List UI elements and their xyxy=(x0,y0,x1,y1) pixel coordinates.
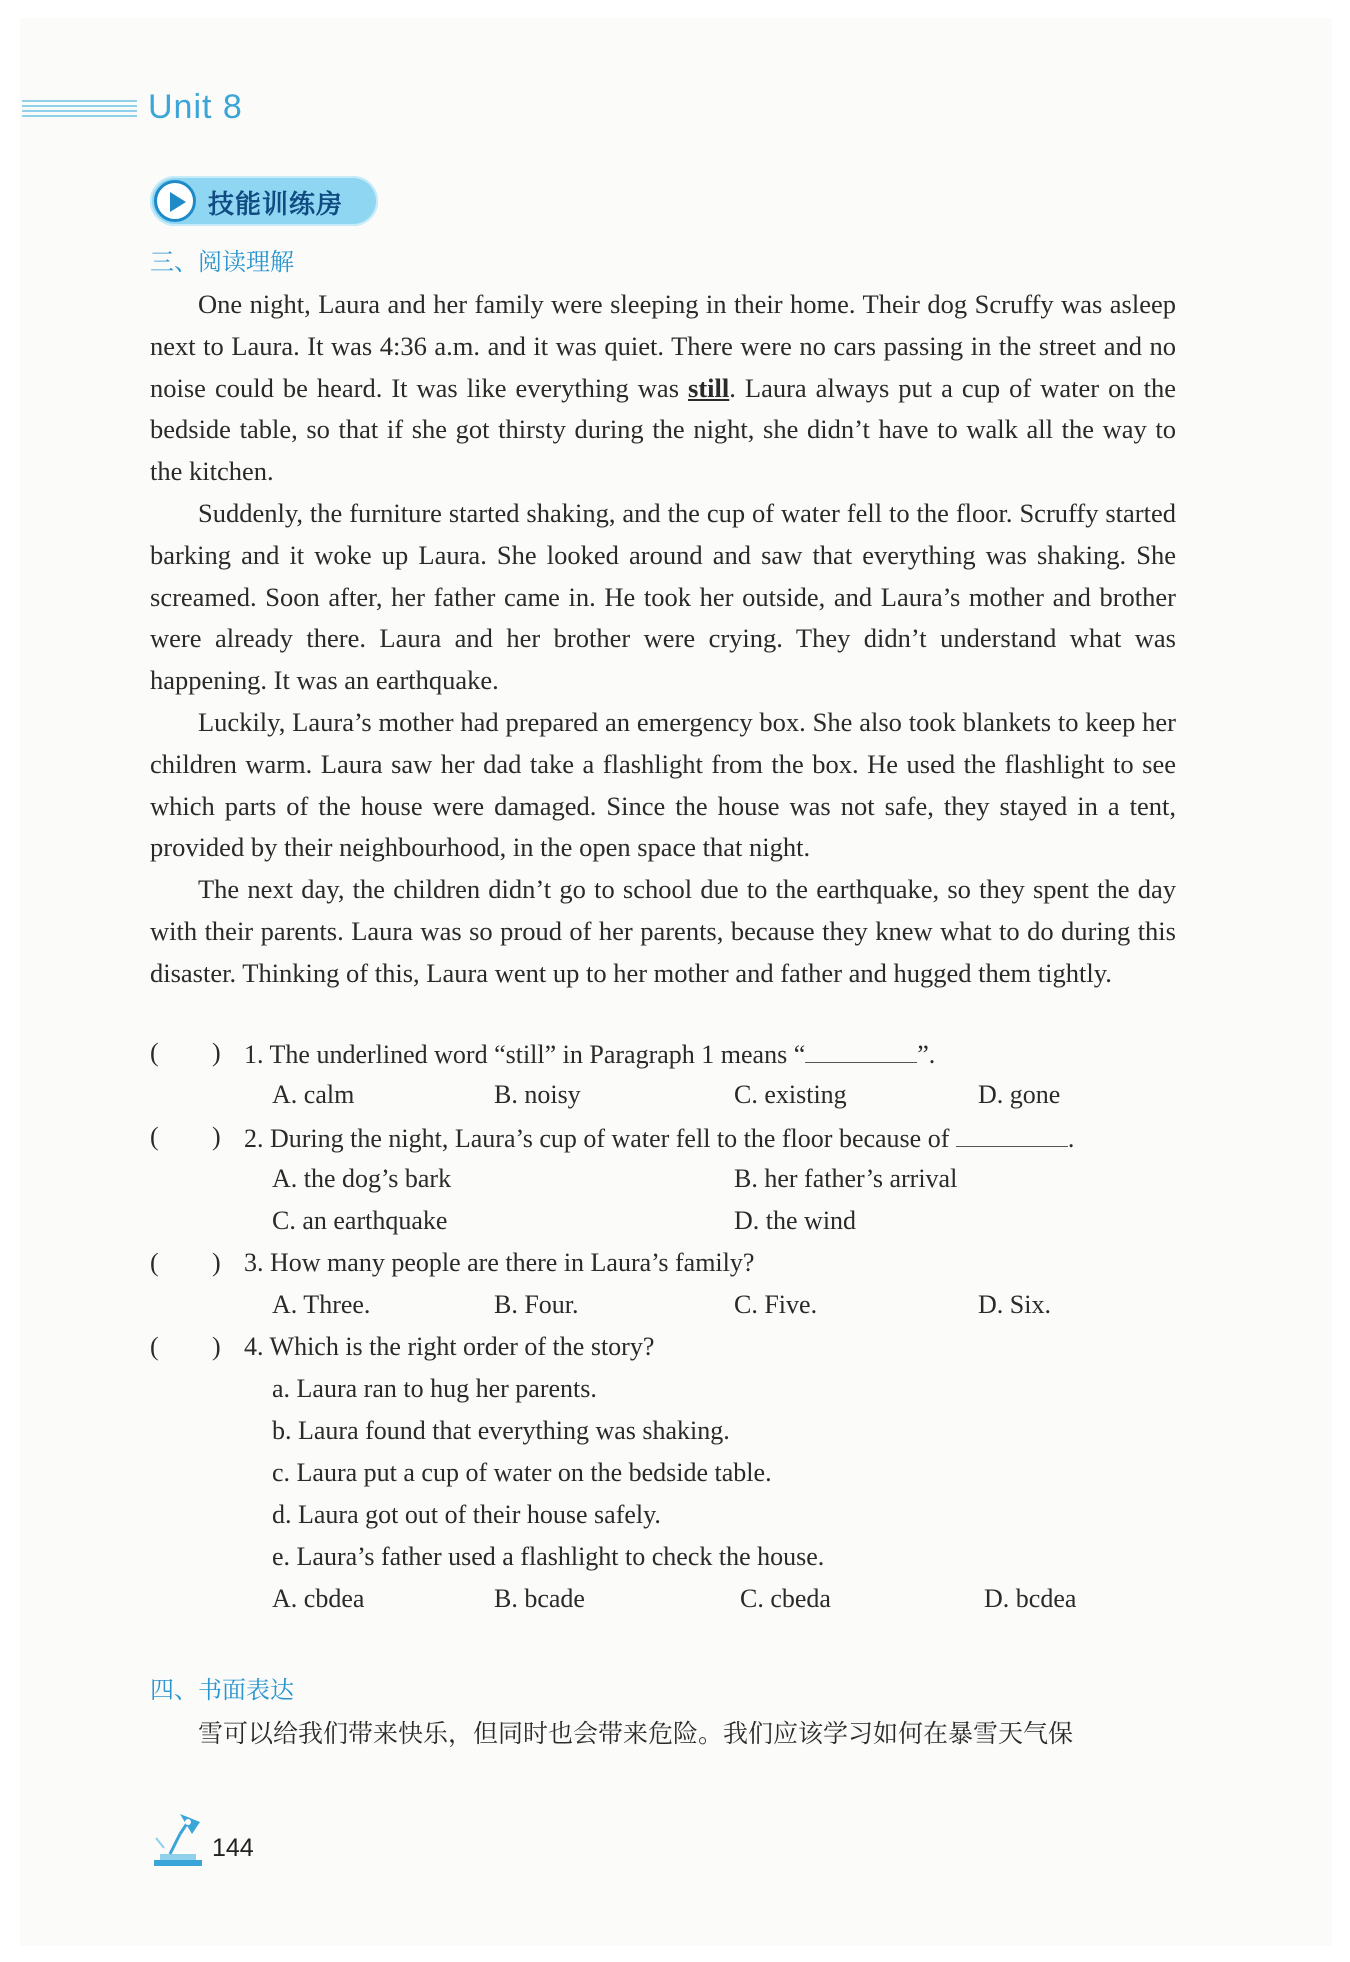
q1-option-a: A. calm xyxy=(272,1080,355,1109)
header-stripes xyxy=(22,100,137,124)
section-title-writing: 四、书面表达 xyxy=(150,1676,294,1704)
paragraph-2: Suddenly, the furniture started shaking, and the cup of water fell to the floor. Scruffy started barking and it woke up Laura. She looked around and saw that everything was shaking. She screamed. Soon after, her father came in. He took her outside, and Laura’s mother and brother were already there. Laura and her brother were crying. They didn’t understand what was happening. It was an earthquake. xyxy=(150,497,1176,696)
badge-label: 技能训练房 xyxy=(208,190,344,220)
q3-option-c: C. Five. xyxy=(734,1290,818,1319)
q4-item-c: c. Laura put a cup of water on the bedside table. xyxy=(272,1458,772,1487)
q2-option-c: C. an earthquake xyxy=(272,1206,448,1235)
answer-paren-open: ( xyxy=(150,1038,159,1067)
answer-blank xyxy=(956,1122,1068,1147)
unit-title: Unit 8 xyxy=(148,88,243,126)
reading-passage xyxy=(150,284,1176,995)
lamp-icon xyxy=(150,1808,206,1868)
writing-prompt: 雪可以给我们带来快乐，但同时也会带来危险。我们应该学习如何在暴雪天气保 xyxy=(198,1719,1074,1748)
q2-option-a: A. the dog’s bark xyxy=(272,1164,452,1193)
q3-option-a: A. Three. xyxy=(272,1290,371,1319)
answer-blank xyxy=(805,1038,917,1063)
skill-training-badge xyxy=(150,176,378,226)
q4-item-a: a. Laura ran to hug her parents. xyxy=(272,1374,597,1403)
page-number: 144 xyxy=(212,1834,254,1862)
q1-option-d: D. gone xyxy=(978,1080,1061,1109)
q2-option-d: D. the wind xyxy=(734,1206,857,1235)
q4-option-b: B. bcade xyxy=(494,1584,585,1613)
q4-item-b: b. Laura found that everything was shaking. xyxy=(272,1416,730,1445)
q4-item-d: d. Laura got out of their house safely. xyxy=(272,1500,661,1529)
q4-item-e: e. Laura’s father used a flashlight to check the house. xyxy=(272,1542,825,1571)
paragraph-4: The next day, the children didn’t go to school due to the earthquake, so they spent the day with their parents. Laura was so proud of her parents, because they knew what to do during this disaster. Thinking of this, Laura went up to her mother and father and hugged them tightly. xyxy=(150,874,1176,988)
q4-option-d: D. bcdea xyxy=(984,1584,1077,1613)
q4-option-c: C. cbeda xyxy=(740,1584,831,1613)
play-icon xyxy=(154,180,196,222)
q3-option-b: B. Four. xyxy=(494,1290,579,1319)
q3-option-d: D. Six. xyxy=(978,1290,1051,1319)
answer-paren-close: ) xyxy=(212,1038,221,1067)
paragraph-1: One night, Laura and her family were sleeping in their home. Their dog Scruffy was asleep next to Laura. It was 4:36 a.m. and it was quiet. There were no cars passing in the street and no noise could be heard. It was like everything was still. Laura always put a cup of water on the bedside table, so that if she got thirsty during the night, she didn’t have to walk all the way to the kitchen. xyxy=(150,289,1176,487)
q4-option-a: A. cbdea xyxy=(272,1584,365,1613)
q2-option-b: B. her father’s arrival xyxy=(734,1164,958,1193)
section-title-reading: 三、阅读理解 xyxy=(150,248,294,276)
q1-option-c: C. existing xyxy=(734,1080,847,1109)
paragraph-3: Luckily, Laura’s mother had prepared an emergency box. She also took blankets to keep her children warm. Laura saw her dad take a flashlight from the box. He used the flashlight to see which parts of the house were damaged. Since the house was not safe, they stayed in a tent, provided by their neighbourhood, in the open space that night. xyxy=(150,706,1176,863)
q1-option-b: B. noisy xyxy=(494,1080,581,1109)
underlined-word: still xyxy=(688,372,730,403)
